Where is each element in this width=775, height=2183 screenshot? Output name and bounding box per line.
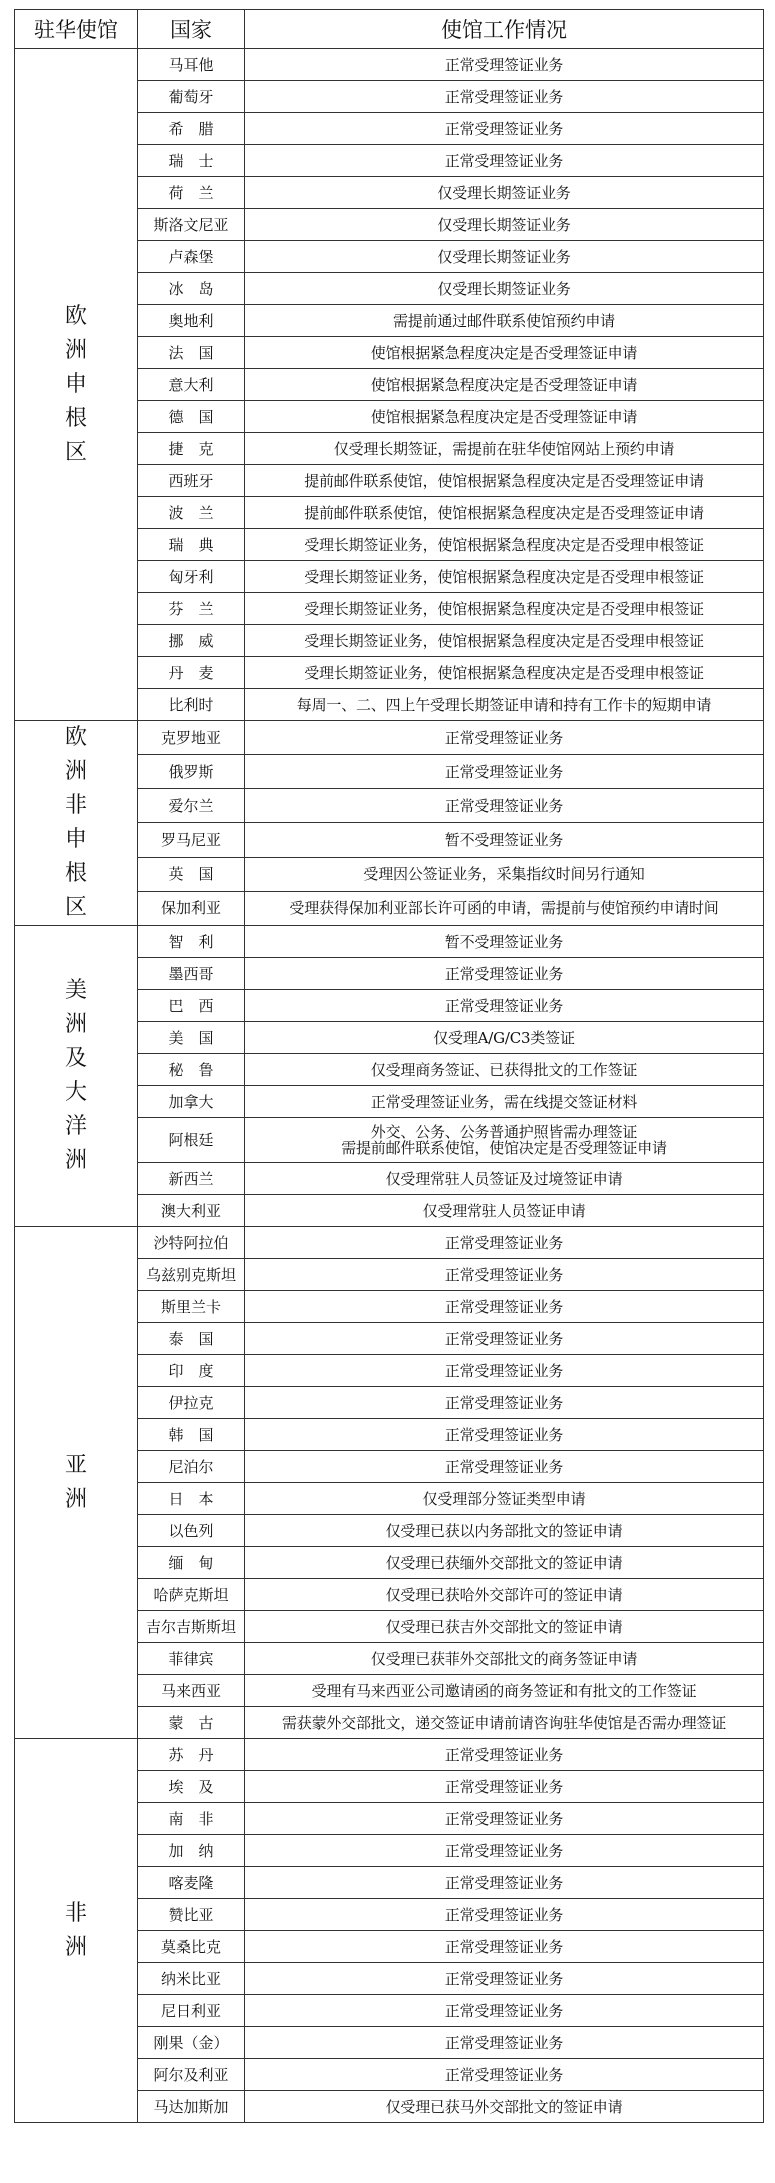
country-cell: 比利时 (138, 689, 245, 721)
status-cell: 正常受理签证业务 (245, 49, 764, 81)
country-cell: 秘 鲁 (138, 1054, 245, 1086)
status-cell: 仅受理商务签证、已获得批文的工作签证 (245, 1054, 764, 1086)
status-cell: 仅受理长期签证业务 (245, 241, 764, 273)
country-cell: 马来西亚 (138, 1675, 245, 1707)
status-cell: 正常受理签证业务 (245, 1803, 764, 1835)
country-cell: 尼泊尔 (138, 1451, 245, 1483)
country-cell: 以色列 (138, 1515, 245, 1547)
status-cell: 正常受理签证业务 (245, 1387, 764, 1419)
country-cell: 马耳他 (138, 49, 245, 81)
status-cell: 正常受理签证业务 (245, 81, 764, 113)
status-cell: 正常受理签证业务 (245, 1419, 764, 1451)
country-cell: 法 国 (138, 337, 245, 369)
status-cell: 正常受理签证业务 (245, 2059, 764, 2091)
embassy-status-table (14, 9, 764, 2123)
status-cell: 正常受理签证业务，需在线提交签证材料 (245, 1086, 764, 1118)
status-cell: 提前邮件联系使馆，使馆根据紧急程度决定是否受理签证申请 (245, 465, 764, 497)
status-cell: 提前邮件联系使馆，使馆根据紧急程度决定是否受理签证申请 (245, 497, 764, 529)
country-cell: 爱尔兰 (138, 789, 245, 823)
status-cell: 受理长期签证业务，使馆根据紧急程度决定是否受理申根签证 (245, 625, 764, 657)
country-cell: 莫桑比克 (138, 1931, 245, 1963)
status-cell: 仅受理常驻人员签证申请 (245, 1195, 764, 1227)
status-cell: 仅受理A/G/C3类签证 (245, 1022, 764, 1054)
table-header-row (15, 10, 764, 49)
country-cell: 刚果（金） (138, 2027, 245, 2059)
status-cell: 正常受理签证业务 (245, 1835, 764, 1867)
status-cell: 使馆根据紧急程度决定是否受理签证申请 (245, 401, 764, 433)
status-cell: 仅受理已获缅外交部批文的签证申请 (245, 1547, 764, 1579)
status-cell: 仅受理常驻人员签证及过境签证申请 (245, 1163, 764, 1195)
country-cell: 罗马尼亚 (138, 823, 245, 857)
status-cell: 仅受理已获哈外交部许可的签证申请 (245, 1579, 764, 1611)
country-cell: 沙特阿拉伯 (138, 1227, 245, 1259)
region-cell (15, 49, 138, 721)
country-cell: 南 非 (138, 1803, 245, 1835)
country-cell: 韩 国 (138, 1419, 245, 1451)
status-cell: 正常受理签证业务 (245, 958, 764, 990)
country-cell: 印 度 (138, 1355, 245, 1387)
country-cell: 阿尔及利亚 (138, 2059, 245, 2091)
region-cell (15, 1227, 138, 1739)
status-cell: 仅受理长期签证，需提前在驻华使馆网站上预约申请 (245, 433, 764, 465)
country-cell: 日 本 (138, 1483, 245, 1515)
country-cell: 苏 丹 (138, 1739, 245, 1771)
country-cell: 马达加斯加 (138, 2091, 245, 2123)
country-cell: 澳大利亚 (138, 1195, 245, 1227)
table-row (15, 1227, 764, 1259)
region-label: 欧洲申根区 (64, 303, 87, 465)
status-cell: 需获蒙外交部批文，递交签证申请前请咨询驻华使馆是否需办理签证 (245, 1707, 764, 1739)
status-cell: 正常受理签证业务 (245, 1355, 764, 1387)
status-cell: 受理有马来西亚公司邀请函的商务签证和有批文的工作签证 (245, 1675, 764, 1707)
country-cell: 新西兰 (138, 1163, 245, 1195)
status-cell: 正常受理签证业务 (245, 1259, 764, 1291)
table-row (15, 721, 764, 755)
country-cell: 斯里兰卡 (138, 1291, 245, 1323)
region-label: 亚洲 (64, 1452, 87, 1512)
table-row (15, 49, 764, 81)
country-cell: 意大利 (138, 369, 245, 401)
table-body (15, 49, 764, 2123)
country-cell: 赞比亚 (138, 1899, 245, 1931)
status-cell: 仅受理部分签证类型申请 (245, 1483, 764, 1515)
country-cell: 尼日利亚 (138, 1995, 245, 2027)
status-cell: 仅受理已获菲外交部批文的商务签证申请 (245, 1643, 764, 1675)
country-cell: 葡萄牙 (138, 81, 245, 113)
status-cell: 仅受理长期签证业务 (245, 177, 764, 209)
status-cell: 正常受理签证业务 (245, 721, 764, 755)
status-cell: 正常受理签证业务 (245, 1899, 764, 1931)
status-cell: 暂不受理签证业务 (245, 823, 764, 857)
country-cell: 喀麦隆 (138, 1867, 245, 1899)
status-cell: 正常受理签证业务 (245, 1867, 764, 1899)
region-label: 非洲 (64, 1900, 87, 1960)
country-cell: 奥地利 (138, 305, 245, 337)
status-cell: 正常受理签证业务 (245, 1451, 764, 1483)
country-cell: 埃 及 (138, 1771, 245, 1803)
status-cell: 正常受理签证业务 (245, 1931, 764, 1963)
country-cell: 瑞 士 (138, 145, 245, 177)
country-cell: 波 兰 (138, 497, 245, 529)
country-cell: 伊拉克 (138, 1387, 245, 1419)
status-cell: 仅受理长期签证业务 (245, 273, 764, 305)
status-cell: 仅受理已获马外交部批文的签证申请 (245, 2091, 764, 2123)
status-cell: 每周一、二、四上午受理长期签证申请和持有工作卡的短期申请 (245, 689, 764, 721)
country-cell: 卢森堡 (138, 241, 245, 273)
status-cell: 正常受理签证业务 (245, 1771, 764, 1803)
status-cell: 正常受理签证业务 (245, 789, 764, 823)
table-row (15, 926, 764, 958)
status-cell: 需提前通过邮件联系使馆预约申请 (245, 305, 764, 337)
status-cell: 使馆根据紧急程度决定是否受理签证申请 (245, 369, 764, 401)
country-cell: 德 国 (138, 401, 245, 433)
header-status: 使馆工作情况 (245, 10, 764, 49)
country-cell: 瑞 典 (138, 529, 245, 561)
region-label: 欧洲非申根区 (64, 725, 87, 920)
status-cell: 受理长期签证业务，使馆根据紧急程度决定是否受理申根签证 (245, 561, 764, 593)
status-cell: 正常受理签证业务 (245, 145, 764, 177)
country-cell: 英 国 (138, 857, 245, 891)
status-cell: 受理长期签证业务，使馆根据紧急程度决定是否受理申根签证 (245, 593, 764, 625)
country-cell: 泰 国 (138, 1323, 245, 1355)
country-cell: 加 纳 (138, 1835, 245, 1867)
country-cell: 挪 威 (138, 625, 245, 657)
country-cell: 荷 兰 (138, 177, 245, 209)
status-cell: 受理因公签证业务，采集指纹时间另行通知 (245, 857, 764, 891)
country-cell: 加拿大 (138, 1086, 245, 1118)
status-cell: 仅受理长期签证业务 (245, 209, 764, 241)
country-cell: 墨西哥 (138, 958, 245, 990)
country-cell: 芬 兰 (138, 593, 245, 625)
country-cell: 哈萨克斯坦 (138, 1579, 245, 1611)
status-cell: 正常受理签证业务 (245, 1739, 764, 1771)
country-cell: 俄罗斯 (138, 755, 245, 789)
country-cell: 冰 岛 (138, 273, 245, 305)
status-cell: 正常受理签证业务 (245, 755, 764, 789)
header-embassy: 驻华使馆 (15, 10, 138, 49)
country-cell: 蒙 古 (138, 1707, 245, 1739)
country-cell: 纳米比亚 (138, 1963, 245, 1995)
status-cell: 仅受理已获吉外交部批文的签证申请 (245, 1611, 764, 1643)
country-cell: 巴 西 (138, 990, 245, 1022)
status-cell: 正常受理签证业务 (245, 1963, 764, 1995)
status-cell: 正常受理签证业务 (245, 1227, 764, 1259)
country-cell: 希 腊 (138, 113, 245, 145)
status-cell: 暂不受理签证业务 (245, 926, 764, 958)
status-cell: 正常受理签证业务 (245, 990, 764, 1022)
country-cell: 匈牙利 (138, 561, 245, 593)
status-cell: 正常受理签证业务 (245, 2027, 764, 2059)
country-cell: 斯洛文尼亚 (138, 209, 245, 241)
status-cell: 受理获得保加利亚部长许可函的申请，需提前与使馆预约申请时间 (245, 891, 764, 925)
country-cell: 智 利 (138, 926, 245, 958)
country-cell: 吉尔吉斯斯坦 (138, 1611, 245, 1643)
country-cell: 菲律宾 (138, 1643, 245, 1675)
country-cell: 缅 甸 (138, 1547, 245, 1579)
region-cell (15, 926, 138, 1227)
country-cell: 乌兹别克斯坦 (138, 1259, 245, 1291)
status-cell: 正常受理签证业务 (245, 113, 764, 145)
status-cell: 外交、公务、公务普通护照皆需办理签证 需提前邮件联系使馆，使馆决定是否受理签证申请 (245, 1118, 764, 1163)
region-label: 美洲及大洋洲 (64, 978, 87, 1173)
status-cell: 受理长期签证业务，使馆根据紧急程度决定是否受理申根签证 (245, 657, 764, 689)
table-row (15, 1739, 764, 1771)
status-cell: 正常受理签证业务 (245, 1291, 764, 1323)
country-cell: 克罗地亚 (138, 721, 245, 755)
country-cell: 保加利亚 (138, 891, 245, 925)
country-cell: 西班牙 (138, 465, 245, 497)
status-cell: 正常受理签证业务 (245, 1323, 764, 1355)
status-cell: 受理长期签证业务，使馆根据紧急程度决定是否受理申根签证 (245, 529, 764, 561)
region-cell (15, 1739, 138, 2123)
country-cell: 阿根廷 (138, 1118, 245, 1163)
country-cell: 捷 克 (138, 433, 245, 465)
country-cell: 丹 麦 (138, 657, 245, 689)
region-cell (15, 721, 138, 926)
country-cell: 美 国 (138, 1022, 245, 1054)
status-cell: 仅受理已获以内务部批文的签证申请 (245, 1515, 764, 1547)
header-country: 国家 (138, 10, 245, 49)
status-cell: 正常受理签证业务 (245, 1995, 764, 2027)
status-cell: 使馆根据紧急程度决定是否受理签证申请 (245, 337, 764, 369)
